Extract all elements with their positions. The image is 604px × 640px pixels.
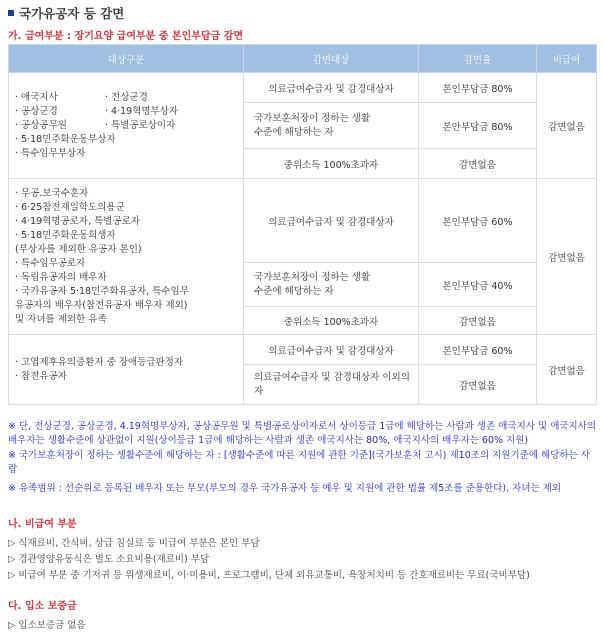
table-header-row (9, 45, 597, 73)
target-cell: 의료급여수급자 및 감경대상자 (244, 73, 419, 103)
list-item: · 무공.보국수훈자 (15, 187, 89, 199)
rate-cell: 본인부담금 80% (419, 73, 537, 103)
list-item: · 국가유공자 5·18민주화유공자, 특수임무 (15, 285, 189, 297)
list-item: ▷ 입소보증금 없음 (8, 620, 86, 631)
list-item: · 공상공무원 (15, 119, 67, 131)
target-cell: 중위소득 100%초과자 (244, 307, 419, 335)
list-item: ▷ 경관영양유동식은 별도 소요비용(재료비) 부담 (8, 554, 210, 565)
list-item: · 특수임무공로자 (15, 257, 86, 269)
note-1: ※ 단, 전상군경, 공상군경, 4.19혁명부상자, 공상공무원 및 특별공로상이자로서 상이등급 1급에 해당하는 사람과 생존 애국지사 및 애국지사의 배우자는 생활수준에 상관없이 지원(상이등급 1급에 해당하는 사람과 생존 애국지사는 80%, 애국지사의 배우자는 60% 지원) (8, 421, 597, 446)
note-3: ※ 유족범위 : 선순위로 등록된 배우자 또는 부모(부모의 경우 국가유공자 등 예우 및 지원에 관한 법률 제5조를 준용한다), 자녀는 제외 (8, 483, 562, 494)
rate-cell: 본안부담금 80% (419, 103, 537, 149)
list-item: · 애국지사 (15, 91, 58, 103)
nonpay-cell: 감면없음 (537, 179, 597, 335)
list-item: · 5·18민주화운동희생자 (15, 229, 116, 241)
list-item: · 참전유공자 (15, 370, 67, 382)
list-item: · 공상군경 (15, 105, 58, 117)
note-2: ※ 국가보훈처장이 정하는 생활수준에 해당하는 자 : [생활수준에 따른 지원에 관한 기준](국가보훈처 고시) 제10조의 지원기준에 해당하는 사람 (8, 450, 590, 475)
list-item: 유공자의 배우자(참전유공자 배우자 제외) (15, 299, 188, 311)
list-item: · 독립유공자의 배우자 (15, 271, 107, 283)
section-b-heading: 나. 비급여 부분 (8, 519, 77, 530)
target-cell: 의료급여수급자 및 감경대상자 (244, 335, 419, 365)
target-cell: 중위소득 100%초과자 (244, 149, 419, 179)
list-item: · 특별공로상이자 (105, 119, 176, 131)
header-rate: 감면율 (419, 45, 537, 73)
header-target: 감면대상 (244, 45, 419, 73)
group2-categories (9, 179, 244, 335)
header-nonpay: 비급여 (537, 45, 597, 73)
rate-cell: 본인부담금 60% (419, 179, 537, 263)
rate-cell: 감면없음 (419, 307, 537, 335)
header-category: 대상구분 (9, 45, 244, 73)
list-item: 및 자녀를 제외한 유족 (15, 313, 107, 325)
group3-categories (9, 335, 244, 405)
nonpay-cell: 감면없음 (537, 73, 597, 179)
list-item: · 4·19혁명공로자, 특별공로자 (15, 215, 141, 227)
list-item: · 4·19혁명부상자 (105, 105, 179, 117)
list-item: · 5·18민주화운동부상자 (15, 133, 116, 145)
page-title-text: 국가유공자 등 감면 (19, 6, 125, 21)
table-row (9, 73, 597, 103)
rate-cell: 감면없음 (419, 149, 537, 179)
rate-cell: 감면없음 (419, 365, 537, 405)
target-cell: 의료급여수급자 및 감경대상자 이외의 자 (244, 365, 419, 405)
table-row (9, 179, 597, 263)
list-item: (부상자를 제외한 유공자 본인) (15, 243, 142, 255)
list-item: · 6·25참전재일학도의용군 (15, 201, 125, 213)
target-cell: 의료급여수급자 및 감경대상자 (244, 179, 419, 263)
list-item: ▷ 식재료비, 간식비, 상급 침실료 등 비급여 부분은 본인 부담 (8, 538, 260, 549)
rate-cell: 본인부담금 40% (419, 263, 537, 307)
list-item: ▷ 비급여 부분 중 기저귀 등 위생재료비, 이·미용비, 프로그램비, 단체 외유교통비, 욕창처치비 등 간호재료비는 무료(국비부담) (8, 570, 530, 581)
list-item: · 고엽제후유의증환자 중 장애등급판정자 (15, 356, 184, 368)
section-c-heading: 다. 입소 보증금 (8, 601, 77, 612)
reduction-table (8, 44, 597, 405)
nonpay-cell: 감면없음 (537, 335, 597, 405)
page-title (8, 4, 124, 22)
target-cell: 국가보훈처장이 정하는 생활수준에 해당하는 자 (244, 263, 419, 307)
target-cell: 국가보훈처장이 정하는 생활수준에 해당하는 자 (244, 103, 419, 149)
square-bullet-icon (8, 10, 14, 16)
list-item: · 전상군경 (105, 91, 148, 103)
table-row (9, 335, 597, 365)
group1-categories (9, 73, 244, 179)
rate-cell: 본인부담금 60% (419, 335, 537, 365)
list-item: · 특수임무부상자 (15, 147, 86, 159)
section-a-heading: 가. 급여부분 : 장기요양 급여부분 중 본인부담금 감면 (8, 31, 244, 42)
